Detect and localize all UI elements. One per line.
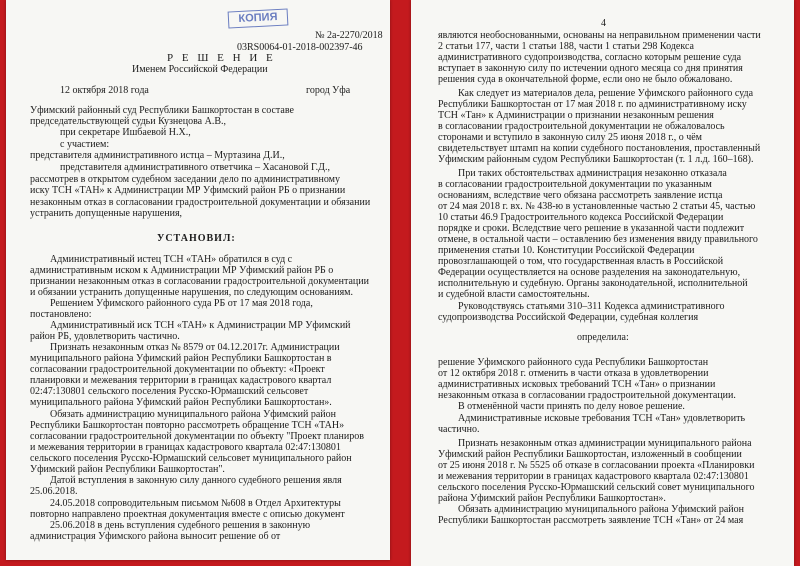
right-text-line: и судебной власти самостоятельны. [438,289,590,300]
right-text-line: Административные исковые требования ТСН «Тан» удовлетворить [458,413,746,424]
case-number: № 2а-2270/2018 [315,30,383,41]
decision-city: город Уфа [306,85,351,96]
left-text-line: 02:47:130801 сельского поселения Русско-Юрмашский сельсовет [30,386,309,397]
document-page-right [411,0,794,566]
left-text-line: планировки и межевания территории в границах кадастрового квартал [30,375,332,386]
left-text-line: незаконным отказ в согласовании градостроительной документации и обязании [30,197,371,208]
right-text-line: Уфимским районным судом Республики Башкортостан (т. 1 л.д. 160–168). [438,154,754,165]
right-text-line: Как следует из материалов дела, решение Уфимского районного суда [458,88,754,99]
right-text-line: в согласовании градостроительной документации по указанным [438,179,712,190]
left-text-line: и межевания территории в границах кадастрового квартала 02:47:130801 [30,442,341,453]
left-text-line: муниципального района Уфимский район Республики Башкортостан в [30,353,332,364]
right-text-line: и межевания территории в границах кадастрового квартала 02:47:130801 [438,471,749,482]
left-text-line: при секретаре Ишбаевой Н.Х., [60,127,191,138]
left-text-line: признании незаконным отказ в согласовании градостроительной документации [30,276,369,287]
right-text-line: 2 статьи 177, части 1 статьи 188, части 1 статьи 298 Кодекса [438,41,694,52]
right-text-line: района Уфимский район Республики Башкортостан». [438,493,666,504]
left-text-line: и обязании устранить допущенные нарушения, по следующим основаниям. [30,287,353,298]
right-text-line: административного судопроизводства, согласно которым решение суда [438,52,742,63]
right-text-line: решения суда в окончательной форме, если оно не было обжаловано. [438,74,733,85]
left-text-line: Обязать администрацию муниципального района Уфимский район [50,409,337,420]
left-text-line: Признать незаконным отказ № 8579 от 04.12.2017г. Администрации [50,342,340,353]
left-text-line: Административный истец ТСН «ТАН» обратился в суд с [50,254,293,265]
right-text-line: основаниям, вследствие чего обязана рассмотреть заявление истца [438,190,723,201]
right-text-line: частично. [438,424,480,435]
left-text-line: Уфимский районный суд Республики Башкортостан в составе [30,105,294,116]
document-title: Р Е Ш Е Н И Е [167,52,276,64]
right-text-line: от 24 мая 2018 г. вх. № 438-ю в установленные частью 2 статьи 45, частью [438,201,756,212]
right-text-line: определила: [577,332,629,343]
left-text-line: рассмотрев в открытом судебном заседании дело по административному [30,174,341,185]
right-text-line: провозглашающей о том, что государственная власть в Российской [438,256,724,267]
right-text-line: незаконным отказа в согласовании градостроительной документации. [438,390,736,401]
document-page-left [6,0,390,560]
right-text-line: судопроизводства Российской Федерации, судебная коллегия [438,312,699,323]
right-text-line: являются необоснованными, основаны на неправильном применении части [438,30,761,41]
right-text-line: Уфимский район Республики Башкортостан, изложенный в сообщении [438,449,742,460]
right-text-line: ТСН «Тан» к Администрации о признании незаконным решения [438,110,714,121]
left-text-line: иску ТСН «ТАН» к Администрации МР Уфимский район РБ о признании [30,185,346,196]
left-text-line: Решением Уфимского районного суда РБ от 17 мая 2018 года, [50,298,313,309]
page-number: 4 [601,18,606,29]
right-text-line: от 25 июня 2018 г. № 5525 об отказе в согласовании проекта «Планировки [438,460,755,471]
right-text-line: В отменённой части принять по делу новое решение. [458,401,685,412]
copy-stamp: КОПИЯ [228,8,289,28]
right-text-line: Республики Башкортостан рассмотреть заявление ТСН «Тан» от 24 мая [438,515,744,526]
right-text-line: При таких обстоятельствах администрация незаконно отказала [458,168,727,179]
right-text-line: 10 статьи 46.9 Градостроительного кодекса Российской Федерации [438,212,724,223]
right-text-line: вступает в законную силу по истечении одного месяца со дня принятия [438,63,743,74]
right-text-line: применения статьи 10. Конституции Российской Федерации [438,245,695,256]
left-text-line: согласовании градостроительной документации по объекту "Проект планиров [30,431,364,442]
left-text-line: устранить допущенные нарушения, [30,208,183,219]
left-text-line: Датой вступления в законную силу данного судебного решения явля [50,475,342,486]
right-text-line: сторонами и вступило в законную силу 25 июня 2018 г., о чём [438,132,702,143]
left-text-line: Республики Башкортостан повторно рассмотреть обращение ТСН «ТАН» [30,420,345,431]
left-text-line: 24.05.2018 сопроводительным письмом №608 в Отдел Архитектуры [50,498,341,509]
left-text-line: административным иском к Администрации МР Уфимский район РБ о [30,265,334,276]
right-text-line: Руководствуясь статьями 310–311 Кодекса административного [458,301,725,312]
right-text-line: сельского поселения Русско-Юрмашский сельский совет муниципального [438,482,755,493]
right-text-line: Обязать администрацию муниципального района Уфимский район [458,504,745,515]
left-text-line: постановлено: [30,309,92,320]
left-text-line: представителя административного истца – Муртазина Д.И., [30,150,285,161]
left-text-line: председательствующей судьи Кузнецова А.В., [30,116,226,127]
left-text-line: 25.06.2018. [30,486,78,497]
case-identifier: 03RS0064-01-2018-002397-46 [237,42,363,53]
right-text-line: от 12 октября 2018 г. отменить в части отказа в удовлетворении [438,368,709,379]
left-text-line: представителя административного ответчика – Хасановой Г.Д., [60,162,330,173]
left-text-line: администрация Уфимского района выносит решение об от [30,531,281,542]
right-text-line: в согласовании градостроительной документации не обжаловалось [438,121,725,132]
document-subtitle: Именем Российской Федерации [132,64,268,75]
right-text-line: порядке и сроки. Вследствие чего решение в указанной части подлежит [438,223,745,234]
left-text-line: Административный иск ТСН «ТАН» к Администрации МР Уфимский [50,320,351,331]
right-text-line: решение Уфимского районного суда Республики Башкортостан [438,357,709,368]
right-text-line: административных исковых требований ТСН «Тан» о признании [438,379,716,390]
left-text-line: УСТАНОВИЛ: [157,233,236,244]
left-text-line: сельского поселения Русско-Юрмашский сельсовет муниципального район [30,453,352,464]
left-text-line: согласовании градостроительной документации по объекту: «Проект [30,364,325,375]
left-text-line: 25.06.2018 в день вступления судебного решения в законную [50,520,311,531]
right-text-line: Федерации осуществляется на основе разделения на законодательную, [438,267,741,278]
left-text-line: район РБ, удовлетворить частично. [30,331,180,342]
left-text-line: муниципального района Уфимский район Республики Башкортостан». [30,397,332,408]
left-text-line: с участием: [60,139,110,150]
left-text-line: Уфимский район Республики Башкортостан". [30,464,225,475]
right-text-line: Признать незаконным отказ администрации муниципального района [458,438,752,449]
right-text-line: Республики Башкортостан от 17 мая 2018 г. по административному иску [438,99,747,110]
right-text-line: отмене, в остальной части – оставлению без изменения ввиду правильного [438,234,758,245]
decision-date: 12 октября 2018 года [60,85,149,96]
left-text-line: повторно направлено проектная документация вместе с описью документ [30,509,345,520]
right-text-line: исполнительную и судебную. Органы законодательной, исполнительной [438,278,748,289]
right-text-line: свидетельствует штамп на копии судебного постановления, проставленный [438,143,761,154]
